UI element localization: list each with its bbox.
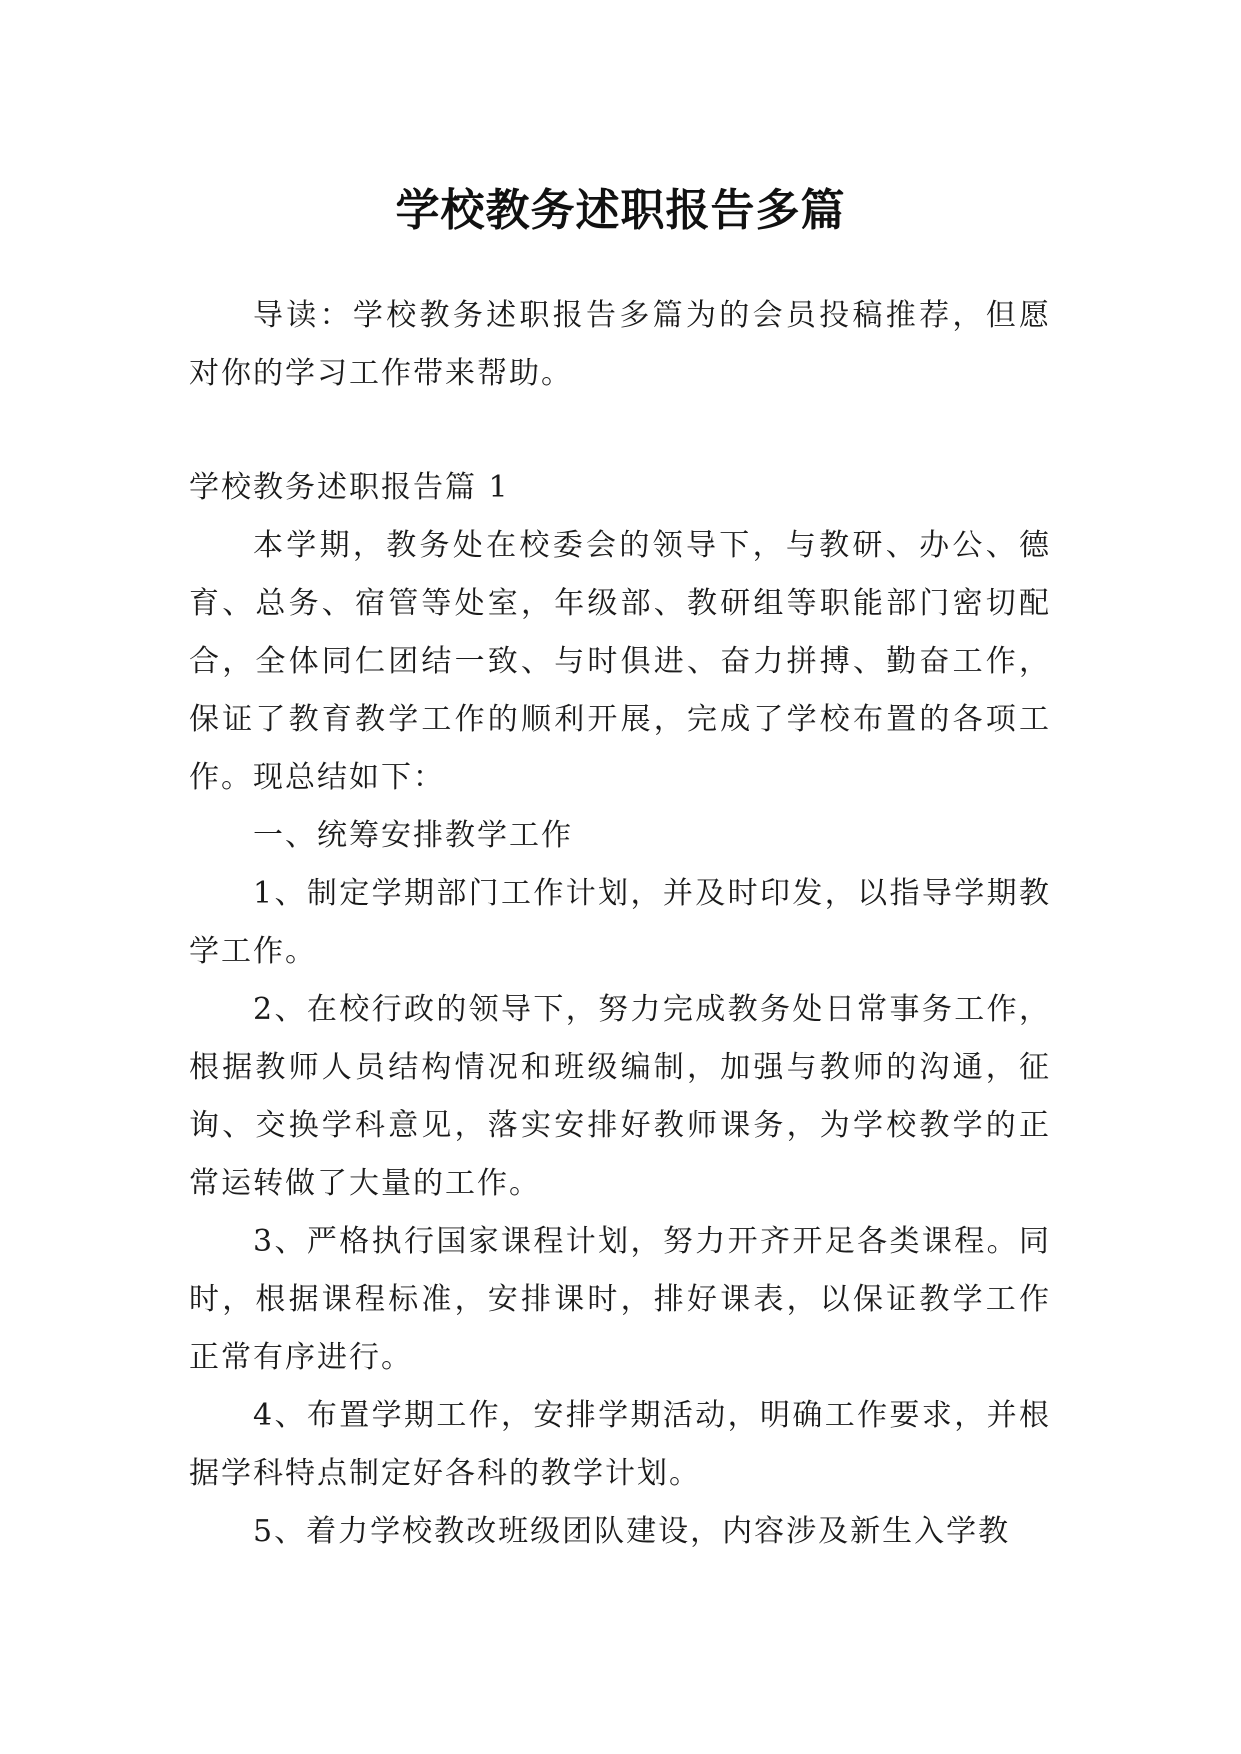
body-paragraph: 1、制定学期部门工作计划，并及时印发，以指导学期教学工作。	[189, 876, 1051, 969]
body-paragraph: 本学期，教务处在校委会的领导下，与教研、办公、德育、总务、宿管等处室，年级部、教研组等职能部门密切配合，全体同仁团结一致、与时俱进、奋力拼搏、勤奋工作，保证了教育教学工作的顺利开展，完成了学校布置的各项工作。现总结如下：	[189, 528, 1051, 795]
body-paragraph: 2、在校行政的领导下，努力完成教务处日常事务工作，根据教师人员结构情况和班级编制，加强与教师的沟通，征询、交换学科意见，落实安排好教师课务，为学校教学的正常运转做了大量的工作。	[189, 992, 1051, 1201]
body-paragraph: 5、着力学校教改班级团队建设，内容涉及新生入学教	[253, 1514, 1011, 1549]
document-body	[189, 287, 1051, 1561]
subheading: 一、统筹安排教学工作	[253, 818, 573, 853]
section-heading: 学校教务述职报告篇 1	[189, 470, 510, 505]
document-title: 学校教务述职报告多篇	[395, 185, 846, 237]
body-paragraph: 3、严格执行国家课程计划，努力开齐开足各类课程。同时，根据课程标准，安排课时，排好课表，以保证教学工作正常有序进行。	[189, 1224, 1051, 1375]
spacer	[189, 403, 1051, 459]
body-paragraph: 4、布置学期工作，安排学期活动，明确工作要求，并根据学科特点制定好各科的教学计划。	[189, 1398, 1051, 1491]
intro-paragraph: 导读：学校教务述职报告多篇为的会员投稿推荐，但愿对你的学习工作带来帮助。	[189, 298, 1051, 391]
